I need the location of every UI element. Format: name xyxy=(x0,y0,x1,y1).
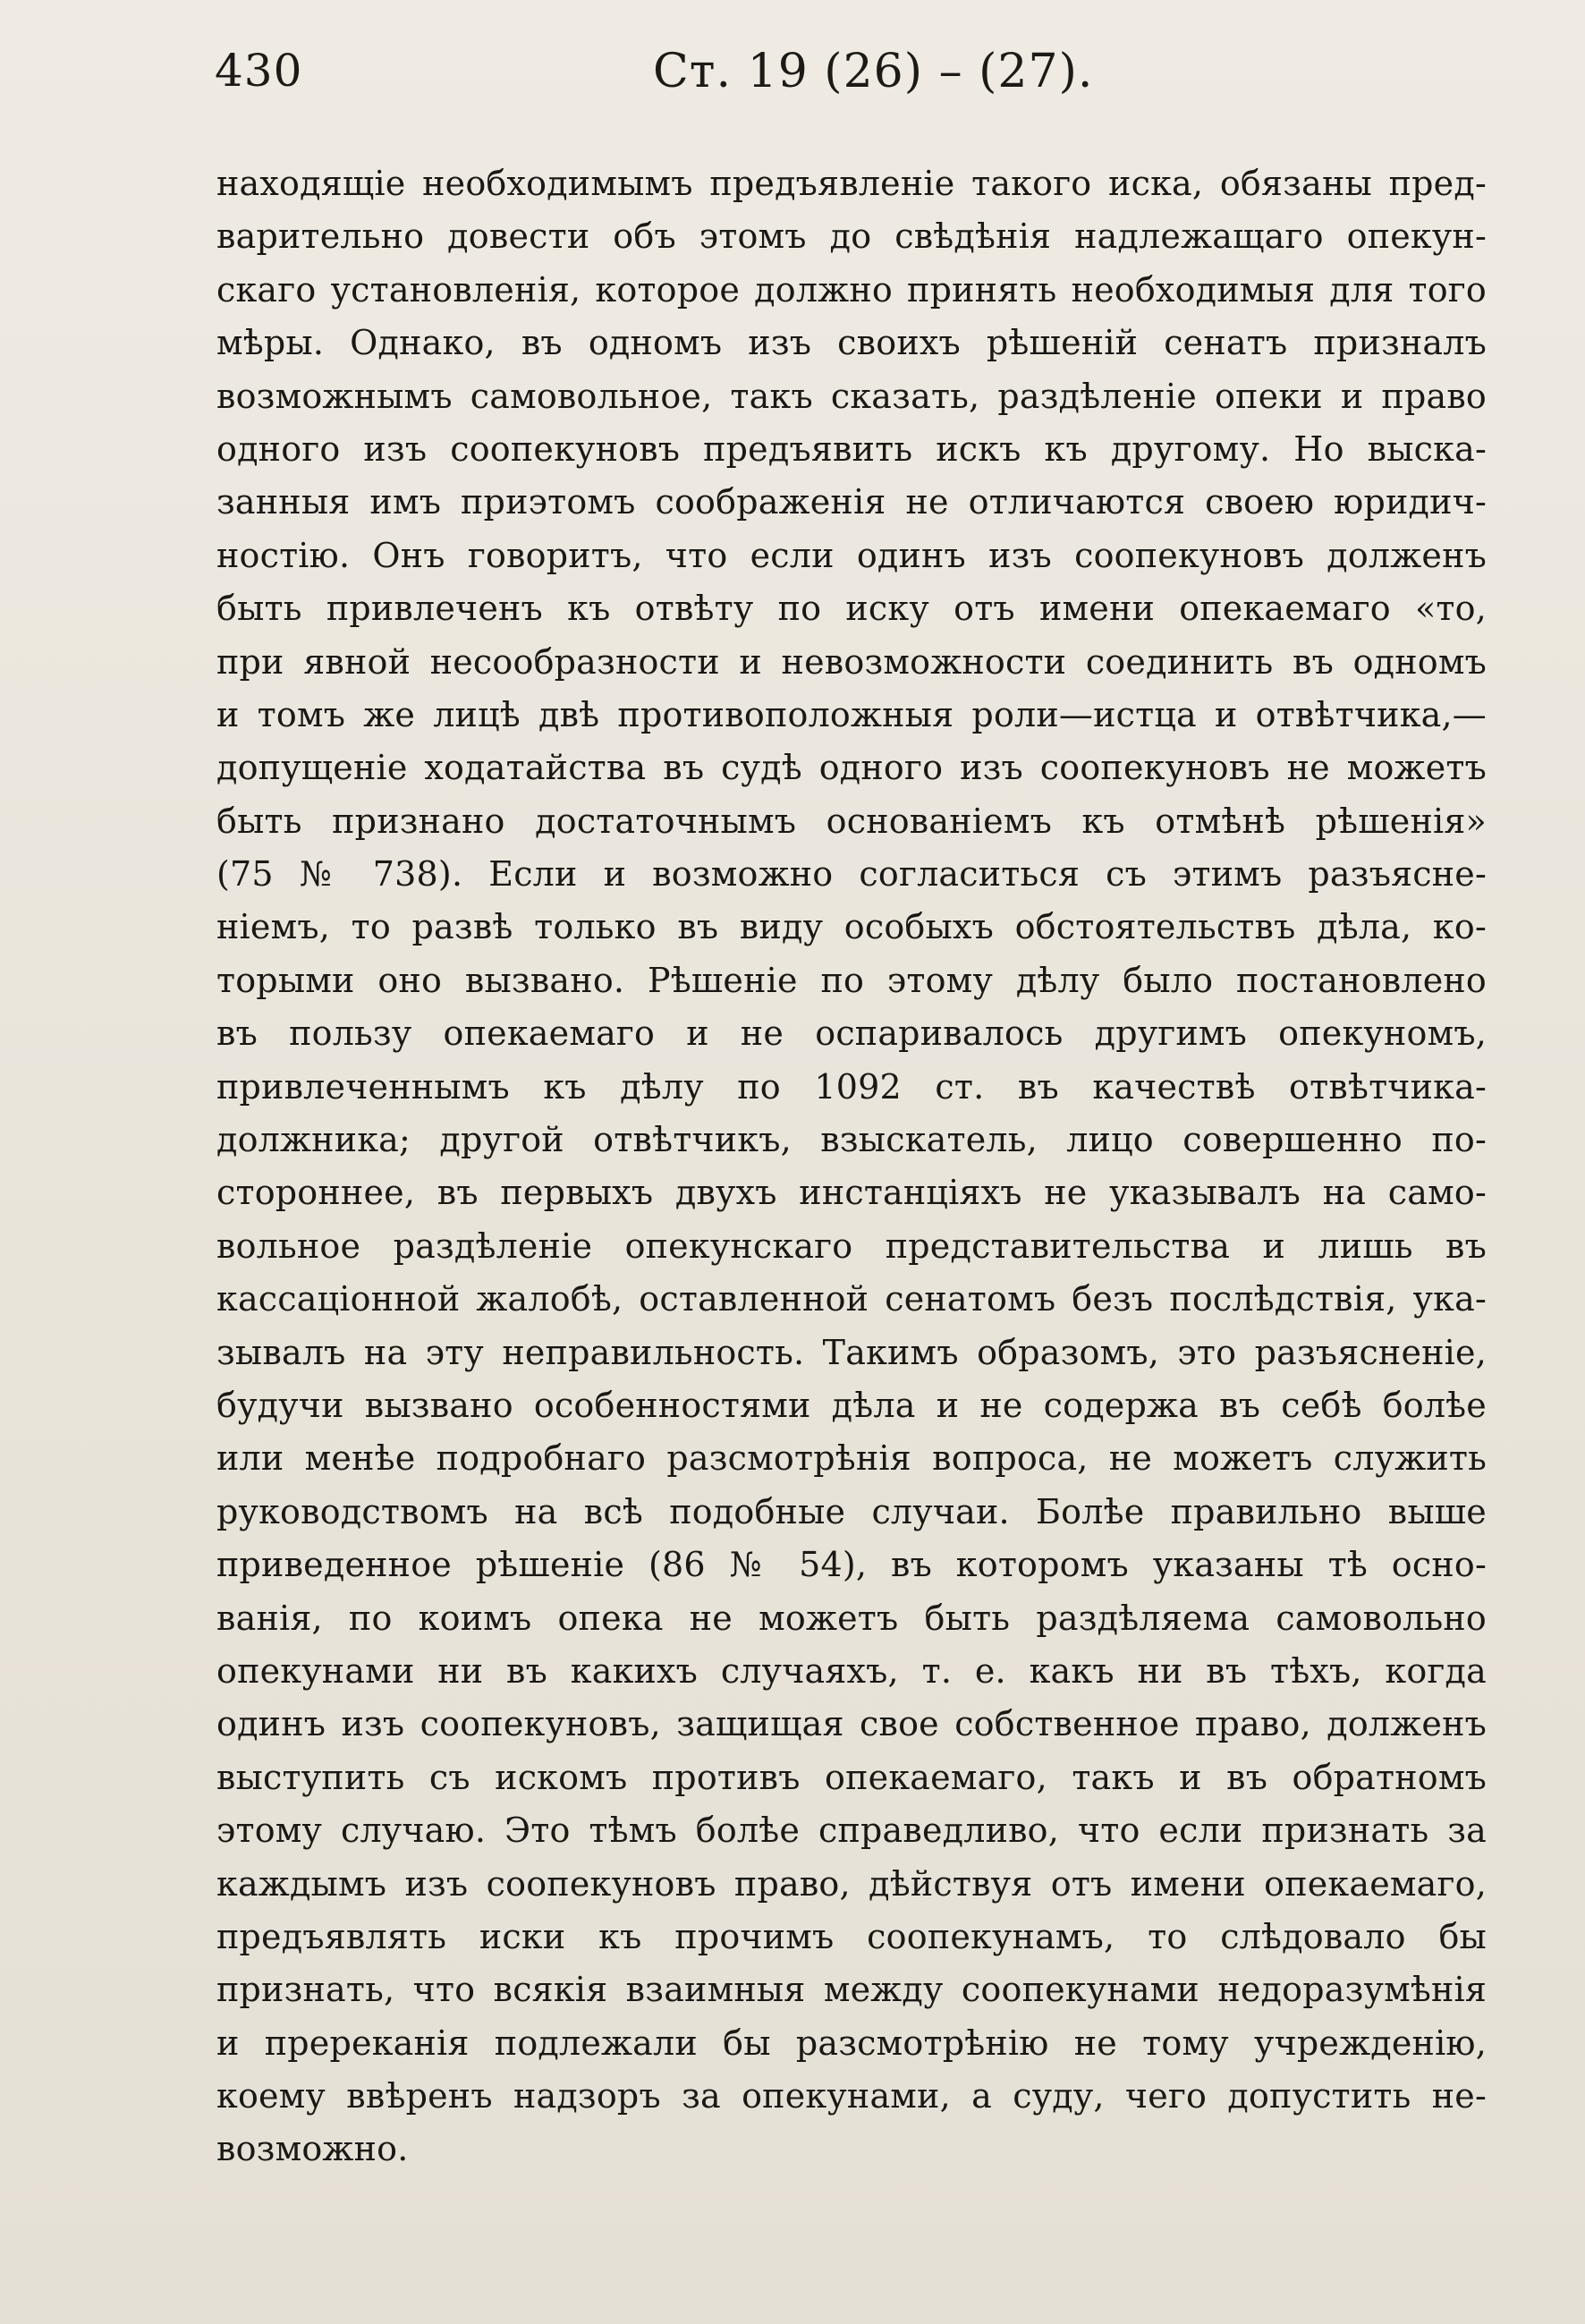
text-line: стороннее, въ первыхъ двухъ инстанціяхъ не указывалъ на само- xyxy=(216,1173,1487,1213)
text-line: приведенное рѣшеніе (86 № 54), въ которомъ указаны тѣ осно- xyxy=(216,1545,1487,1585)
text-line: признать, что всякія взаимныя между соопекунами недоразумѣнія xyxy=(216,1970,1487,2010)
text-line: мѣры. Однако, въ одномъ изъ своихъ рѣшеній сенатъ призналъ xyxy=(216,323,1487,363)
text-line: и томъ же лицѣ двѣ противоположныя роли—истца и отвѣтчика,— xyxy=(216,694,1487,734)
text-line: возможно. xyxy=(216,2129,409,2169)
text-line: руководствомъ на всѣ подобные случаи. Болѣе правильно выше xyxy=(216,1491,1487,1531)
running-head: Ст. 19 (26) – (27). xyxy=(653,45,1094,98)
text-line: коему ввѣренъ надзоръ за опекунами, а суду, чего допустить не- xyxy=(216,2076,1487,2116)
text-line: находящіе необходимымъ предъявленіе такого иска, обязаны пред- xyxy=(216,164,1487,203)
text-line: варительно довести объ этомъ до свѣдѣнія надлежащаго опекун- xyxy=(216,216,1487,257)
text-line: этому случаю. Это тѣмъ болѣе справедливо, что если признать за xyxy=(216,1811,1487,1851)
text-line: или менѣе подробнаго разсмотрѣнія вопроса, не можетъ служить xyxy=(216,1438,1487,1479)
body-paragraph xyxy=(216,157,1487,2176)
text-line: въ пользу опекаемаго и не оспаривалось другимъ опекуномъ, xyxy=(216,1014,1487,1054)
text-line: занныя имъ приэтомъ соображенія не отличаются своею юридич- xyxy=(216,482,1487,522)
page-header xyxy=(215,45,1485,116)
text-line: каждымъ изъ соопекуновъ право, дѣйствуя отъ имени опекаемаго, xyxy=(216,1863,1487,1904)
text-line: при явной несообразности и невозможности соединить въ одномъ xyxy=(216,641,1487,682)
text-line: быть привлеченъ къ отвѣту по иску отъ имени опекаемаго «то, xyxy=(216,589,1487,629)
text-line: предъявлять иски къ прочимъ соопекунамъ, то слѣдовало бы xyxy=(216,1916,1487,1956)
text-line: опекунами ни въ какихъ случаяхъ, т. е. какъ ни въ тѣхъ, когда xyxy=(216,1650,1487,1691)
text-line: скаго установленія, которое должно принять необходимыя для того xyxy=(216,269,1487,310)
text-line: одинъ изъ соопекуновъ, защищая свое собственное право, долженъ xyxy=(216,1704,1487,1744)
text-line: торыми оно вызвано. Рѣшеніе по этому дѣлу было постановлено xyxy=(216,960,1487,1000)
text-line: допущеніе ходатайства въ судѣ одного изъ соопекуновъ не можетъ xyxy=(216,748,1487,788)
text-line: одного изъ соопекуновъ предъявить искъ къ другому. Но выска- xyxy=(216,428,1487,469)
page-number: 430 xyxy=(215,45,303,97)
text-line: ванія, по коимъ опека не можетъ быть раздѣляема самовольно xyxy=(216,1598,1487,1638)
text-line: ностію. Онъ говоритъ, что если одинъ изъ соопекуновъ долженъ xyxy=(216,535,1487,575)
text-line: быть признано достаточнымъ основаніемъ къ отмѣнѣ рѣшенія» xyxy=(216,801,1487,841)
text-line: привлеченнымъ къ дѣлу по 1092 ст. въ качествѣ отвѣтчика- xyxy=(216,1066,1487,1107)
text-line: будучи вызвано особенностями дѣла и не содержа въ себѣ болѣе xyxy=(216,1385,1487,1425)
text-line: (75 № 738). Если и возможно согласиться съ этимъ разъясне- xyxy=(216,854,1487,895)
text-line: вольное раздѣленіе опекунскаго представительства и лишь въ xyxy=(216,1226,1487,1266)
text-line: возможнымъ самовольное, такъ сказать, раздѣленіе опеки и право xyxy=(216,376,1487,416)
text-line: и пререканія подлежали бы разсмотрѣнію не тому учрежденію, xyxy=(216,2023,1487,2063)
text-line: зывалъ на эту неправильность. Такимъ образомъ, это разъясненіе, xyxy=(216,1332,1487,1372)
text-line: кассаціонной жалобѣ, оставленной сенатомъ безъ послѣдствія, ука- xyxy=(216,1279,1487,1319)
text-line: выступить съ искомъ противъ опекаемаго, такъ и въ обратномъ xyxy=(216,1757,1487,1797)
text-line: ніемъ, то развѣ только въ виду особыхъ обстоятельствъ дѣла, ко- xyxy=(216,907,1487,947)
text-line: должника; другой отвѣтчикъ, взыскатель, лицо совершенно по- xyxy=(216,1120,1487,1160)
